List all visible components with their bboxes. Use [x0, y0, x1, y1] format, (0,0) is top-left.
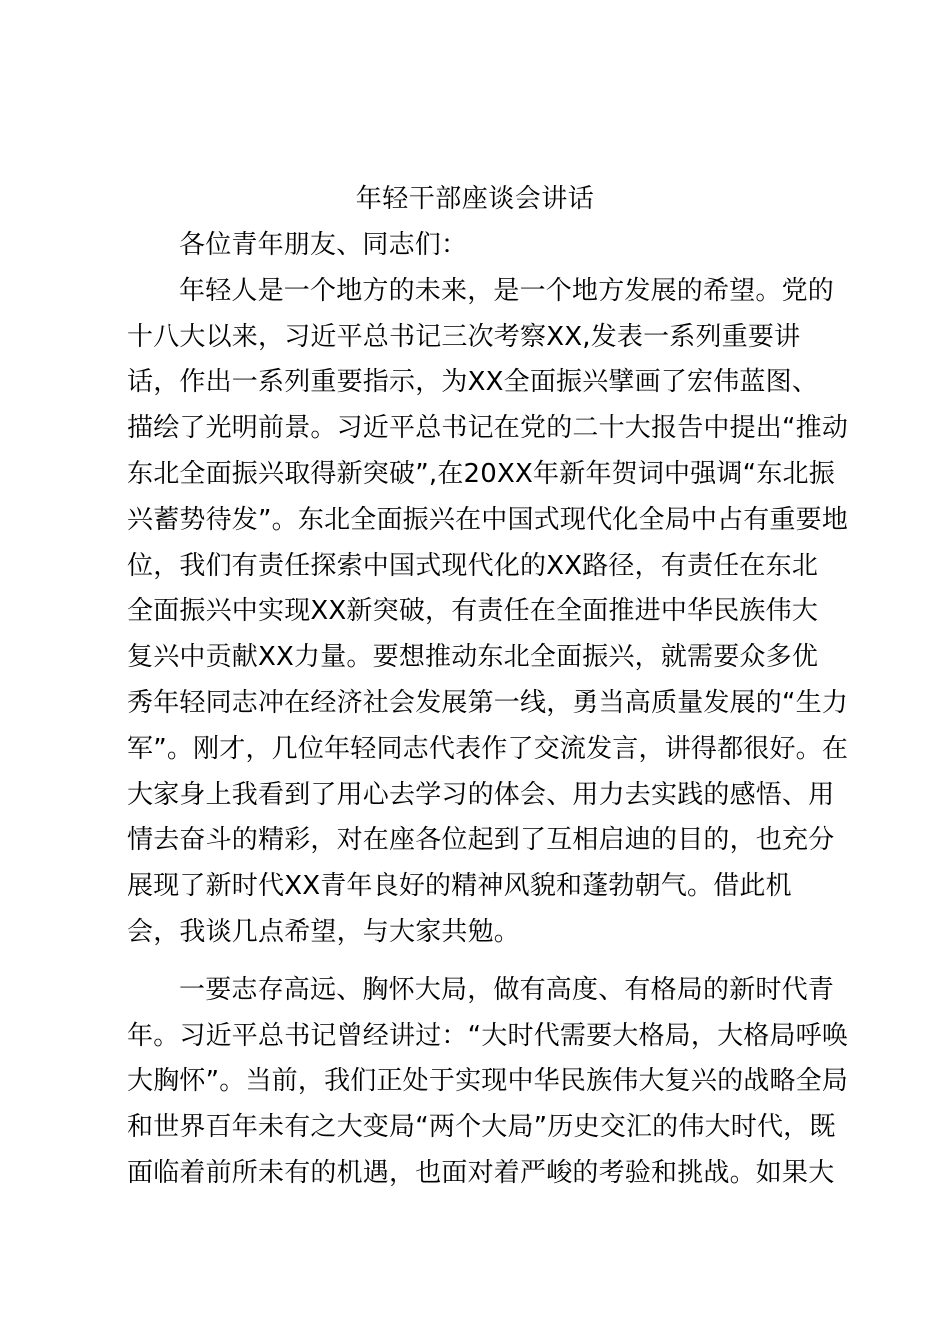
- paragraph-line: 军”。刚才，几位年轻同志代表作了交流发言，讲得都很好。在: [127, 733, 849, 764]
- paragraph-line: 一要志存高远、胸怀大局，做有高度、有格局的新时代青: [179, 974, 835, 1005]
- paragraph-line: 面临着前所未有的机遇，也面对着严峻的考验和挑战。如果大: [127, 1157, 835, 1188]
- paragraph-line: 大家身上我看到了用心去学习的体会、用力去实践的感悟、用: [127, 779, 835, 810]
- salutation: 各位青年朋友、同志们：: [179, 230, 468, 260]
- paragraph-line: 会，我谈几点希望，与大家共勉。: [127, 916, 521, 947]
- paragraph-line: 情去奋斗的精彩，对在座各位起到了互相启迪的目的，也充分: [127, 825, 835, 856]
- paragraph-line: 和世界百年未有之大变局“两个大局”历史交汇的伟大时代，既: [127, 1112, 836, 1143]
- document-title: 年轻干部座谈会讲话: [355, 184, 595, 214]
- paragraph-line: 展现了新时代XX青年良好的精神风貌和蓬勃朝气。借此机: [127, 871, 792, 902]
- paragraph-spacing: [127, 956, 837, 968]
- paragraph-line: 十八大以来，习近平总书记三次考察XX,发表一系列重要讲: [127, 321, 801, 352]
- paragraph-1: [127, 269, 849, 956]
- paragraph-line: 话，作出一系列重要指示，为XX全面振兴擘画了宏伟蓝图、: [127, 367, 819, 398]
- paragraph-2: [127, 968, 849, 1197]
- paragraph-line: 年轻人是一个地方的未来，是一个地方发展的希望。党的: [179, 275, 835, 306]
- document-body: [127, 223, 849, 1197]
- paragraph-line: 兴蓄势待发”。东北全面振兴在中国式现代化全局中占有重要地: [127, 504, 849, 535]
- paragraph-line: 复兴中贡献XX力量。要想推动东北全面振兴，就需要众多优: [127, 642, 819, 673]
- paragraph-line: 位，我们有责任探索中国式现代化的XX路径，有责任在东北: [127, 550, 819, 581]
- paragraph-line: 描绘了光明前景。习近平总书记在党的二十大报告中提出“推动: [127, 413, 849, 444]
- paragraph-line: 东北全面振兴取得新突破”,在20XX年新年贺词中强调“东北振: [127, 458, 835, 489]
- paragraph-line: 全面振兴中实现XX新突破，有责任在全面推进中华民族伟大: [127, 596, 819, 627]
- paragraph-line: 年。习近平总书记曾经讲过：“大时代需要大格局，大格局呼唤: [127, 1020, 849, 1051]
- paragraph-line: 大胸怀”。当前，我们正处于实现中华民族伟大复兴的战略全局: [127, 1066, 849, 1097]
- paragraph-line: 秀年轻同志冲在经济社会发展第一线，勇当高质量发展的“生力: [127, 687, 849, 718]
